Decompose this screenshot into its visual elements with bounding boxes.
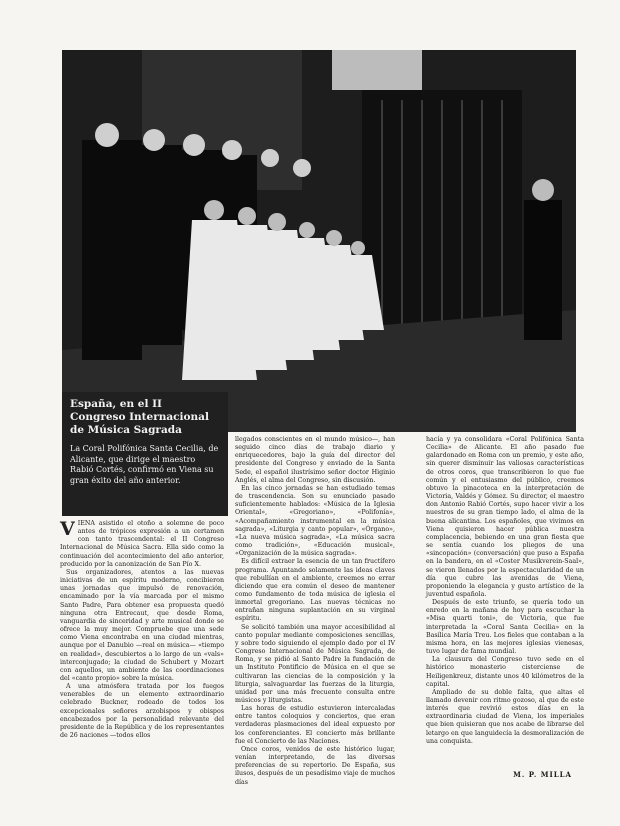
paragraph: Sus organizadores, atentos a las nuevas iniciativas de un espíritu moderno, concibieron unas jornadas que impulsó de renovación, encaminado por la vía marcada por el mismo Santo Padre, Para obtener esa propuesta quedó ninguna otra Entrecaut, que desde Roma, vanguardia de sinceridad y arte musical donde se ofrece la muy mejor. Compruebe que una sede como Viena encontraba en una ciudad mientras, aunque por el Danubio —real en música— «tiempo en realidad», descubiertos a lo largo de un «vals» interconjugado; la ciudad de Schubert y Mozart con aquellos, un ambiente de las coordinaciones del «canto propio» sobre la música. (60, 568, 224, 682)
paragraph: En las cinco jornadas se han estudiado temas de trascendencia. Son su enunciado pasado suficientemente hablados: «Música de la Iglesia Oriental», «Gregoriano», «Polifonía», «Acompañamiento instrumental en la música sagrada», «Liturgia y canto popular», «Órgano», «La nueva música sagrada», «La música sacra como tradición», «Educación musical», «Organización de la música sagrada». (235, 484, 395, 558)
caption-subtitle: La Coral Polifónica Santa Cecilia, de Alicante, que dirige el maestro Rabió Cortés, confirmó en Viena su gran éxito del año anterior. (70, 444, 219, 485)
paragraph: Se solicitó también una mayor accesibilidad al canto popular mediante composiciones sencillas, y sobre todo siguiendo el ejemplo dado por el IV Congreso Internacional de Música Sagrada, de Roma, y se pidió al Santo Padre la fundación de un Instituto Pontificio de Música en el que se cultivaran las ciencias de la composición y la liturgia, salvaguardar las fuerzas de la liturgia, unidad por una más frecuente consulta entre músicos y liturgistas. (235, 623, 395, 704)
paragraph: Después de este triunfo, se quería todo un enredo en la mañana de hoy para escuchar la «Misa quarti toni», de Victoria, que fue interpretada la «Coral Santa Cecilia» en la Basílica María Treu. Los fieles que contaban a la misma hora, en las mejores iglesias vienesas, tuvo lugar de fama mundial. (426, 599, 584, 656)
article-column-1 (60, 520, 224, 812)
paragraph: IENA asistido el otoño a solemne de poco antes de trópicos expresión a un certamen con tanto trascendental: el II Congreso Internacional de Música Sacra. Ella sido como la continuación del acontecimiento del año anterior, producido por la canonización de San Pío X. (60, 520, 224, 568)
paragraph: Las horas de estudio estuvieron intercaladas entre tantos coloquios y conciertos, que eran verdaderas plasmaciones del ideal expuesto por los conferenciantes. El concierto más brillante fue el Concierto de las Naciones. (235, 705, 395, 745)
caption-box (62, 392, 228, 516)
paragraph: llegados conscientes en el mundo músico—, han seguido cinco días de trabajo diario y enriquecedores, bajo la guía del director del presidente del Congreso y enviado de la Santa Sede, el español ilustrísimo señor doctor Higinio Anglés, el alma del Congreso, sin discusión. (235, 436, 395, 484)
paragraph: Es difícil extraer la esencia de un tan fructífero programa. Apuntando solamente las ideas claves que rebullían en el ambiente, creemos no errar diciendo que era común el deseo de mantener como fundamento de toda música de iglesia el inmortal gregoriano. Las nuevas técnicas no entrañan ninguna suplantación en su virginal espíritu. (235, 558, 395, 623)
article-column-3 (426, 436, 584, 776)
paragraph: Ampliado de su doble falta, que altas el llamado devenir con ritmo gozoso, al que de este interés que revivió estos días en la extraordinaria ciudad de Viena, los imperiales que bien quisieran que nos acabe de librarse del letargo en que languidecía la desmoralización de una conquista. (426, 688, 584, 745)
dropcap: V (60, 518, 75, 540)
choir-photo (62, 50, 576, 432)
paragraph: Once coros, venidos de este histórico lugar, venían interpretando, de las diversas preferencias de su repertorio. De España, sus ilusos, después de un pesadísimo viaje de muchos días (235, 745, 395, 786)
paragraph: hacía y ya consolidara «Coral Polifónica Santa Cecilia» de Alicante. El año pasado fue galardonado en Roma con un premio, y este año, sin querer disminuir las valiosas características de otros coros, que transcribieron lo que fue común y el entusiasmo del público, creemos obtuvo la pinacoteca en la interpretación de Victoria, Valdés y Gómez. Su director, el maestro don Antonio Rabió Cortés, supo hacer vivir a los nuestros de su gran tiempo lado, el alma de la buena alicantina. Los españoles, que vivimos en Viena quisieron hacer pública nuestra complacencia, bebiendo en una gran fiesta que se sentía cuando los pliegos de una «sincopación» (conversación) que puso a España en la bandera, en el «Coster Musikverein-Saal», se vieron llenados por la espectacularidad de un día que cubre las avenidas de Viena, proponiendo la elegancia y gusto artístico de la juventud española. (426, 436, 584, 598)
paragraph: La clausura del Congreso tuvo sede en el histórico monasterio cisterciense de Heiligenkreuz, distante unos 40 kilómetros de la capital. (426, 656, 584, 688)
article-column-2 (235, 436, 395, 816)
caption-title: España, en el II Congreso Internacional de Música Sagrada (70, 398, 209, 436)
author-signature: M. P. MILLA (513, 770, 572, 779)
paragraph: A una atmósfera tratada por los fuegos venerables de un elemento extraordinario celebrado Buckner, rodeado de todos los excepcionales señores arzobispos y obispos encabezados por la personalidad relevante del presidente de la República y de los representantes de 26 naciones —todos ellos (60, 683, 224, 740)
choir-illustration (62, 50, 576, 432)
